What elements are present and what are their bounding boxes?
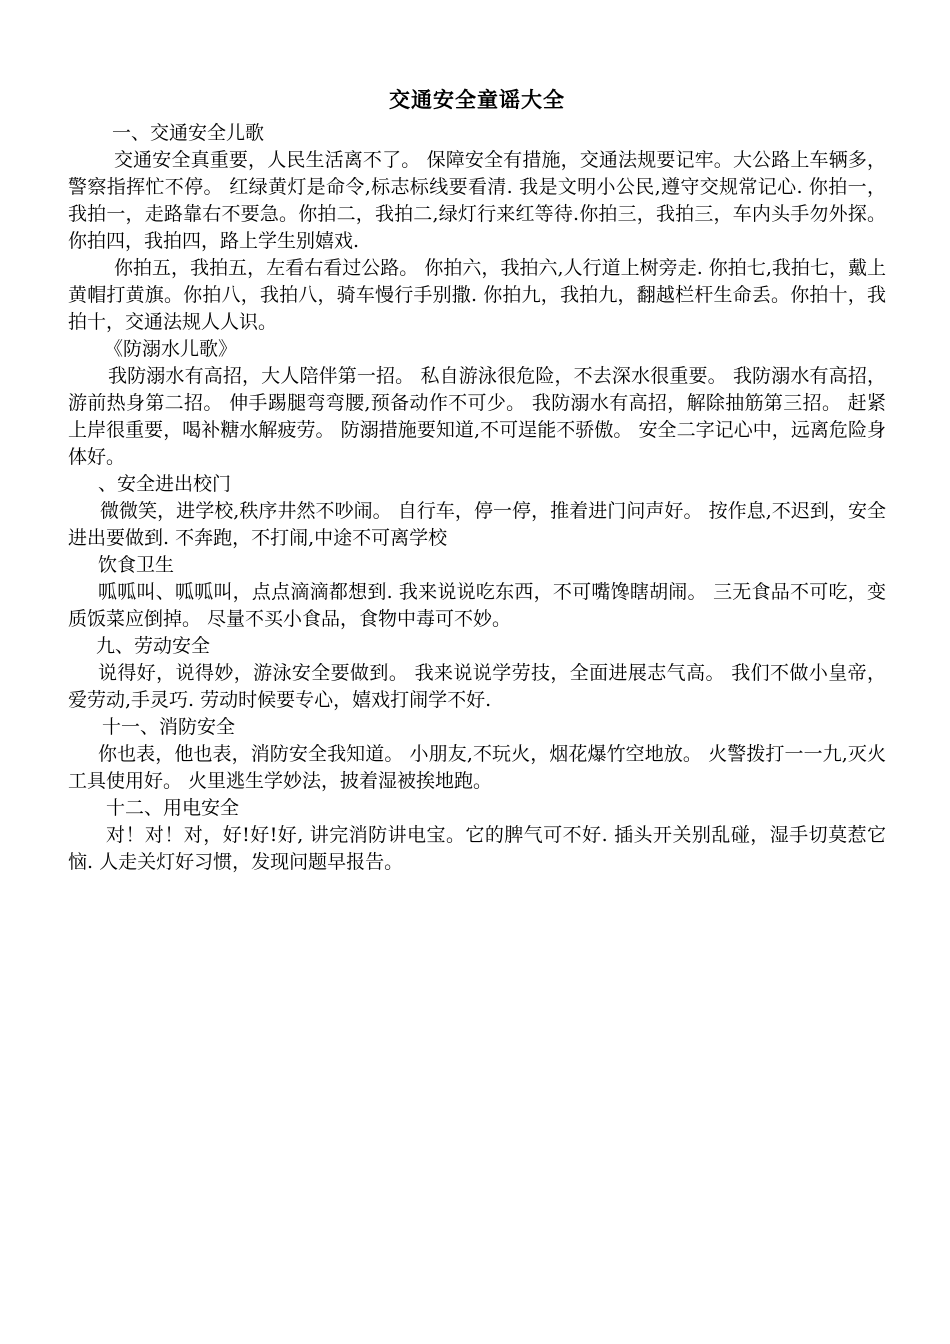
section-heading-school-gate: 、安全进出校门 [98, 473, 232, 495]
paragraph-fire-safety: 你也表，他也表，消防安全我知道。 小朋友,不玩火，烟花爆竹空地放。 火警拨打一一九,灭火工具使用好。 火里逃生学妙法，披着湿被挨地跑。 [68, 743, 886, 792]
section-heading-electric-safety: 十二、用电安全 [106, 797, 240, 819]
section-heading-fire-safety: 十一、消防安全 [102, 716, 236, 738]
paragraph-food-hygiene: 呱呱叫、呱呱叫，点点滴滴都想到. 我来说说吃东西，不可嘴馋瞎胡闹。 三无食品不可吃，变质饭菜应倒掉。 尽量不买小食品，食物中毒可不妙。 [68, 581, 886, 630]
document-title: 交通安全童谣大全 [389, 88, 565, 112]
paragraph-traffic-song-2: 你拍五，我拍五，左看右看过公路。 你拍六，我拍六,人行道上树旁走. 你拍七,我拍七，戴上黄帽打黄旗。你拍八，我拍八，骑车慢行手别撒. 你拍九，我拍九，翻越栏杆生命丢。你拍十，我拍十，交通法规人人识。 [68, 257, 886, 333]
paragraph-traffic-song-1: 交通安全真重要，人民生活离不了。 保障安全有措施，交通法规要记牢。大公路上车辆多，警察指挥忙不停。 红绿黄灯是命令,标志标线要看清. 我是文明小公民,遵守交规常记心. 你拍一，我拍一，走路靠右不要急。你拍二，我拍二,绿灯行来红等待.你拍三，我拍三，车内头手勿外探。你拍四，我拍四，路上学生别嬉戏. [68, 149, 886, 252]
document-page [68, 84, 886, 876]
paragraph-drowning-song: 我防溺水有高招，大人陪伴第一招。 私自游泳很危险，不去深水很重要。 我防溺水有高招，游前热身第二招。 伸手踢腿弯弯腰,预备动作不可少。 我防溺水有高招，解除抽筋第三招。 赶紧上岸很重要，喝补糖水解疲劳。 防溺措施要知道,不可逞能不骄傲。 安全二字记心中，远离危险身体好。 [68, 365, 886, 468]
paragraph-school-gate: 微微笑，进学校,秩序井然不吵闹。 自行车，停一停，推着进门问声好。 按作息,不迟到，安全进出要做到. 不奔跑，不打闹,中途不可离学校 [68, 500, 886, 549]
paragraph-electric-safety: 对！对！对，好!好!好, 讲完消防讲电宝。它的脾气可不好. 插头开关别乱碰，湿手切莫惹它恼. 人走关灯好习惯，发现问题早报告。 [68, 824, 886, 873]
section-heading-labor-safety: 九、劳动安全 [96, 635, 211, 657]
section-heading-food-hygiene: 饮食卫生 [98, 554, 175, 576]
paragraph-labor-safety: 说得好，说得妙，游泳安全要做到。 我来说说学劳技，全面进展志气高。 我们不做小皇帝，爱劳动,手灵巧. 劳动时候要专心，嬉戏打闹学不好. [68, 662, 886, 711]
section-heading-drowning-song: 《防溺水儿歌》 [104, 338, 238, 360]
section-heading-traffic-song: 一、交通安全儿歌 [112, 122, 265, 144]
